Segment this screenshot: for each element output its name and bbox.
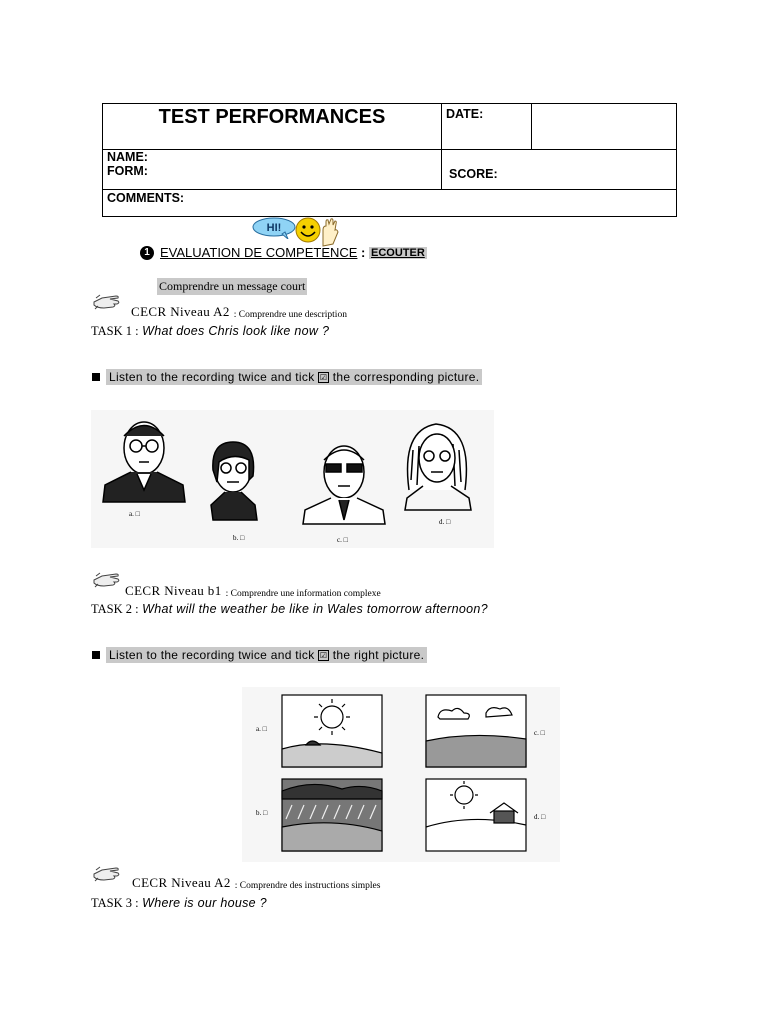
task2-instruction: Listen to the recording twice and tick ☑ the right picture. <box>92 647 427 663</box>
task3-question: Where is our house ? <box>142 896 267 910</box>
form-label: FORM: <box>107 164 148 178</box>
pointing-hand-icon <box>92 570 126 590</box>
header-table <box>102 103 677 217</box>
section-heading <box>140 245 427 260</box>
date-label: DATE: <box>446 107 484 121</box>
bullet-square-icon <box>92 651 100 659</box>
waving-smiley-icon <box>293 216 343 248</box>
task2-question: What will the weather be like in Wales tomorrow afternoon? <box>142 602 488 616</box>
task1-label: TASK 1 : <box>91 324 139 338</box>
hi-speech-bubble-icon <box>252 217 296 239</box>
checkbox-icon: ☑ <box>319 651 328 661</box>
task2-level <box>125 583 381 599</box>
bullet-square-icon <box>92 373 100 381</box>
score-label: SCORE: <box>449 167 498 181</box>
task3-label: TASK 3 : <box>91 896 139 910</box>
task3-level <box>132 875 380 891</box>
task1-question: What does Chris look like now ? <box>142 324 330 338</box>
section-skill: ECOUTER <box>371 246 425 259</box>
task1-question-line <box>91 324 329 339</box>
section-number-icon: 1 <box>140 246 154 260</box>
section-title: EVALUATION DE COMPETENCE <box>160 245 358 260</box>
task1-instruction: Listen to the recording twice and tick ☑ the corresponding picture. <box>92 369 482 385</box>
section-subtitle: Comprendre un message court <box>159 279 306 293</box>
svg-text:c. □: c. □ <box>534 729 545 737</box>
page-title: TEST PERFORMANCES <box>158 106 386 128</box>
task1-level <box>131 304 347 320</box>
svg-text:b. □: b. □ <box>233 534 245 542</box>
task1-level-lead: CECR Niveau A2 <box>131 304 230 319</box>
task2-weather-picture <box>242 687 560 862</box>
task1-level-desc: : Comprendre une description <box>233 310 347 320</box>
section-colon: : <box>357 245 369 260</box>
svg-text:a. □: a. □ <box>256 725 267 733</box>
task3-question-line <box>91 896 267 911</box>
pointing-hand-icon <box>92 292 126 312</box>
task2-question-line <box>91 602 488 617</box>
pointing-hand-icon <box>92 864 126 884</box>
svg-text:a. □: a. □ <box>129 510 140 518</box>
svg-text:d. □: d. □ <box>534 813 546 821</box>
task2-level-lead: CECR Niveau b1 <box>125 583 222 598</box>
bubble-text: HI! <box>266 222 282 234</box>
comments-label: COMMENTS: <box>107 191 185 205</box>
name-label: NAME: <box>107 150 148 164</box>
svg-text:b. □: b. □ <box>256 809 268 817</box>
checkbox-icon: ☑ <box>319 373 328 383</box>
task3-level-lead: CECR Niveau A2 <box>132 875 231 890</box>
task1-faces-picture <box>91 410 494 548</box>
task3-level-desc: : Comprendre des instructions simples <box>234 881 381 891</box>
svg-text:d. □: d. □ <box>439 518 451 526</box>
task2-level-desc: : Comprendre une information complexe <box>225 589 381 599</box>
task2-label: TASK 2 : <box>91 602 139 616</box>
svg-text:c. □: c. □ <box>337 536 348 544</box>
